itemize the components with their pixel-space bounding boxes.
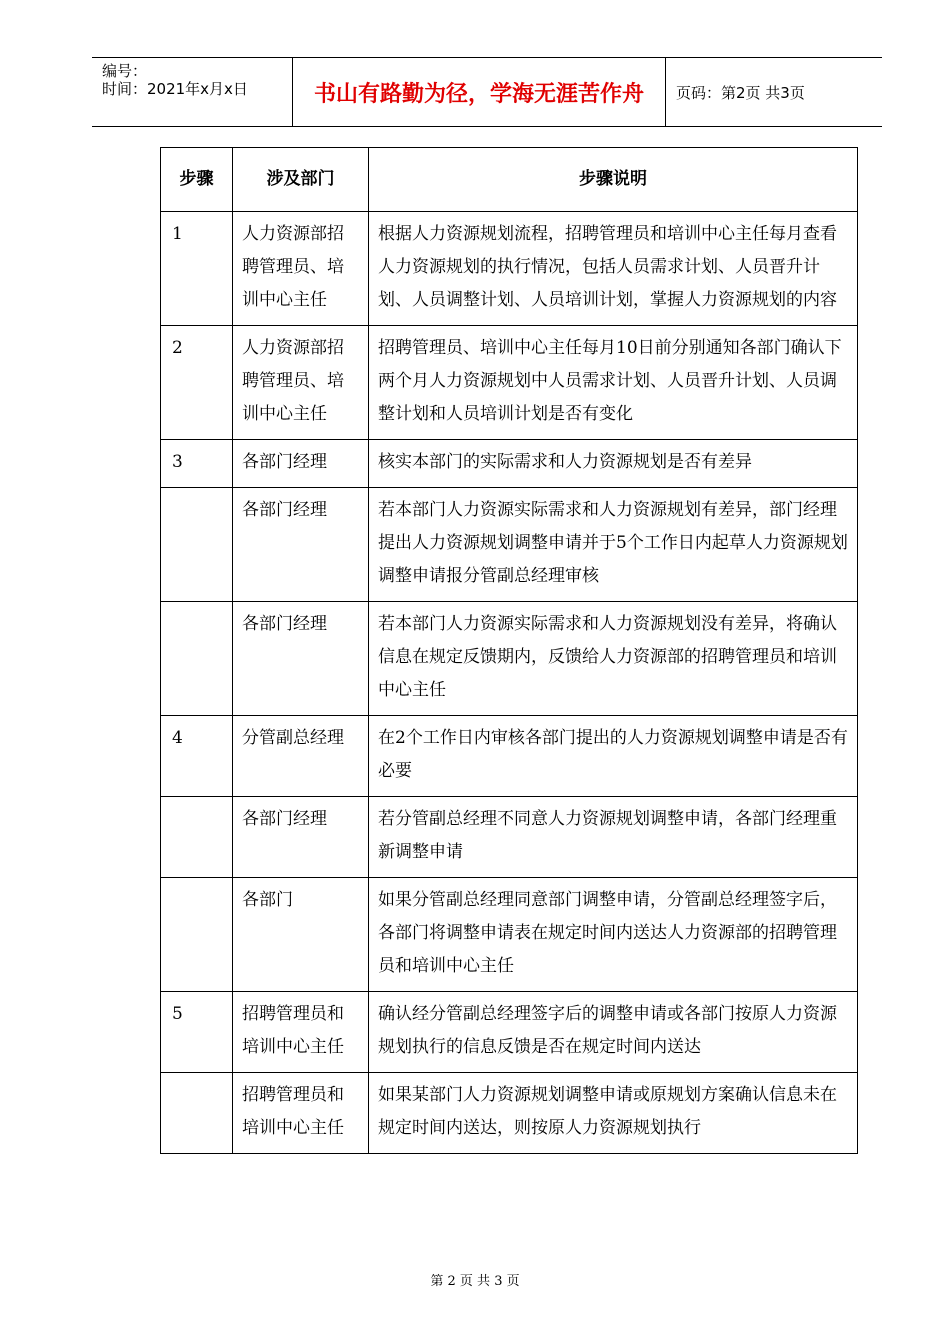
department-cell: 人力资源部招聘管理员、培训中心主任	[233, 212, 369, 326]
step-cell: 1	[161, 212, 233, 326]
table-row	[161, 716, 858, 797]
table-row	[161, 212, 858, 326]
table-row	[161, 602, 858, 716]
department-cell: 各部门经理	[233, 440, 369, 488]
page-footer: 第 2 页 共 3 页	[430, 1274, 520, 1289]
description-cell: 如果分管副总经理同意部门调整申请，分管副总经理签字后，各部门将调整申请表在规定时间内送达人力资源部的招聘管理员和培训中心主任	[369, 878, 858, 992]
column-header-department: 涉及部门	[233, 148, 369, 212]
description-cell: 在2个工作日内审核各部门提出的人力资源规划调整申请是否有必要	[369, 716, 858, 797]
step-cell: 4	[161, 716, 233, 797]
step-cell	[161, 878, 233, 992]
step-cell: 2	[161, 326, 233, 440]
description-cell: 若分管副总经理不同意人力资源规划调整申请，各部门经理重新调整申请	[369, 797, 858, 878]
step-cell	[161, 1073, 233, 1154]
department-cell: 各部门经理	[233, 797, 369, 878]
department-cell: 各部门经理	[233, 488, 369, 602]
table-row	[161, 1073, 858, 1154]
column-header-step: 步骤	[161, 148, 233, 212]
table-row	[161, 326, 858, 440]
department-cell: 分管副总经理	[233, 716, 369, 797]
header-page-info: 页码：第2页 共3页	[676, 83, 805, 102]
step-cell	[161, 602, 233, 716]
description-cell: 若本部门人力资源实际需求和人力资源规划有差异，部门经理提出人力资源规划调整申请并于5个工作日内起草人力资源规划调整申请报分管副总经理审核	[369, 488, 858, 602]
department-cell: 人力资源部招聘管理员、培训中心主任	[233, 326, 369, 440]
department-cell: 各部门经理	[233, 602, 369, 716]
column-header-description: 步骤说明	[369, 148, 858, 212]
description-cell: 如果某部门人力资源规划调整申请或原规划方案确认信息未在规定时间内送达，则按原人力资源规划执行	[369, 1073, 858, 1154]
description-cell: 根据人力资源规划流程，招聘管理员和培训中心主任每月查看人力资源规划的执行情况，包括人员需求计划、人员晋升计划、人员调整计划、人员培训计划，掌握人力资源规划的内容	[369, 212, 858, 326]
table-header-row	[161, 148, 858, 212]
procedure-table	[160, 147, 858, 1154]
step-cell: 5	[161, 992, 233, 1073]
document-number-label: 编号：	[102, 62, 148, 80]
step-cell	[161, 797, 233, 878]
description-cell: 核实本部门的实际需求和人力资源规划是否有差异	[369, 440, 858, 488]
table-row	[161, 992, 858, 1073]
step-cell	[161, 488, 233, 602]
table-row	[161, 440, 858, 488]
header-motto: 书山有路勤为径，学海无涯苦作舟	[293, 58, 666, 126]
department-cell: 各部门	[233, 878, 369, 992]
table-row	[161, 878, 858, 992]
step-cell: 3	[161, 440, 233, 488]
department-cell: 招聘管理员和培训中心主任	[233, 1073, 369, 1154]
document-time-label: 时间：2021年x月x日	[102, 80, 248, 98]
table-row	[161, 797, 858, 878]
description-cell: 招聘管理员、培训中心主任每月10日前分别通知各部门确认下两个月人力资源规划中人员需求计划、人员晋升计划、人员调整计划和人员培训计划是否有变化	[369, 326, 858, 440]
header-meta	[92, 58, 293, 126]
description-cell: 若本部门人力资源实际需求和人力资源规划没有差异，将确认信息在规定反馈期内，反馈给人力资源部的招聘管理员和培训中心主任	[369, 602, 858, 716]
department-cell: 招聘管理员和培训中心主任	[233, 992, 369, 1073]
page-header	[92, 57, 882, 127]
table-row	[161, 488, 858, 602]
description-cell: 确认经分管副总经理签字后的调整申请或各部门按原人力资源规划执行的信息反馈是否在规定时间内送达	[369, 992, 858, 1073]
